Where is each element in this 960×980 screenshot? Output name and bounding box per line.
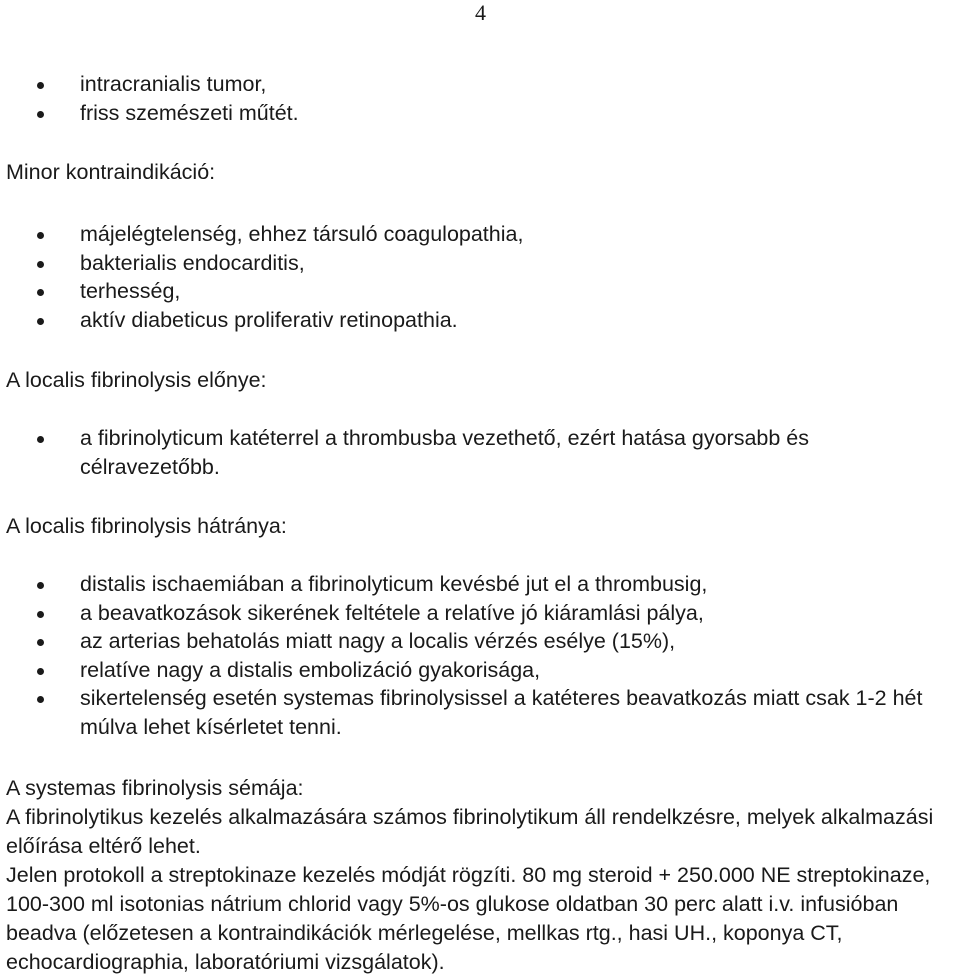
list-item [0,656,950,685]
list-item-text: az arterias behatolás miatt nagy a localis vérzés esélye (15%), [80,629,676,653]
list-item [0,684,950,741]
bullet-icon [37,111,44,118]
bullet-icon [37,318,44,325]
bullet-icon [37,611,44,618]
bullet-list-major-contraindications [0,70,950,127]
bullet-icon [37,696,44,703]
disadvantage-heading: A localis fibrinolysis hátránya: [6,514,287,538]
list-item [0,277,950,306]
bullet-list-advantages [0,424,950,481]
list-item-text: májelégtelenség, ehhez társuló coagulopathia, [80,222,524,246]
list-item-text: friss szemészeti műtét. [80,100,299,125]
list-item [0,99,950,128]
list-item [0,599,950,628]
list-item-text: a beavatkozások sikerének feltétele a relatíve jó kiáramlási pálya, [80,600,704,625]
list-item [0,220,950,249]
bullet-icon [37,582,44,589]
page-number: 4 [475,0,486,25]
list-item [0,424,950,481]
list-item-text: a fibrinolyticum katéterrel a thrombusba vezethető, ezért hatása gyorsabb és célravezetőbb. [80,426,809,479]
list-item [0,70,950,99]
list-item-text: intracranialis tumor, [80,72,267,96]
paragraph-fibrinolytic-treatment: A fibrinolytikus kezelés alkalmazására számos fibrinolytikum áll rendelkzésre, melyek alkalmazási előírása eltérő lehet. [6,805,934,858]
bullet-icon [37,639,44,646]
bullet-icon [37,232,44,239]
bullet-list-disadvantages [0,570,950,741]
advantage-heading: A localis fibrinolysis előnye: [6,368,267,392]
bullet-icon [37,289,44,296]
list-item [0,306,950,335]
paragraph-streptokinase-protocol: Jelen protokoll a streptokinaze kezelés módját rögzíti. 80 mg steroid + 250.000 NE streptokinaze, 100-300 ml isotonias nátrium chlorid vagy 5%-os glukose oldatban 30 perc alatt i.v. infusióban beadva (előzetesen a kontraindikációk mérlegelése, mellkas rtg., hasi UH., koponya CT, echocardiographia, laboratóriumi vizsgálatok). [6,863,931,974]
bullet-icon [37,261,44,268]
list-item-text: bakterialis endocarditis, [80,250,305,275]
list-item-text: distalis ischaemiában a fibrinolyticum kevésbé jut el a thrombusig, [80,572,708,596]
bullet-icon [37,82,44,89]
systemic-scheme-heading: A systemas fibrinolysis sémája: [6,776,304,800]
bullet-icon [37,668,44,675]
list-item-text: aktív diabeticus proliferativ retinopathia. [80,307,458,332]
list-item-text: relatíve nagy a distalis embolizáció gyakorisága, [80,657,541,682]
list-item [0,570,950,599]
bullet-icon [37,436,44,443]
minor-contraindication-heading: Minor kontraindikáció: [6,160,216,184]
list-item-text: sikertelenség esetén systemas fibrinolysissel a katéteres beavatkozás miatt csak 1-2 hét múlva lehet kísérletet tenni. [80,686,923,739]
list-item [0,249,950,278]
bullet-list-minor-contraindications [0,220,950,334]
list-item [0,627,950,656]
list-item-text: terhesség, [80,279,181,303]
